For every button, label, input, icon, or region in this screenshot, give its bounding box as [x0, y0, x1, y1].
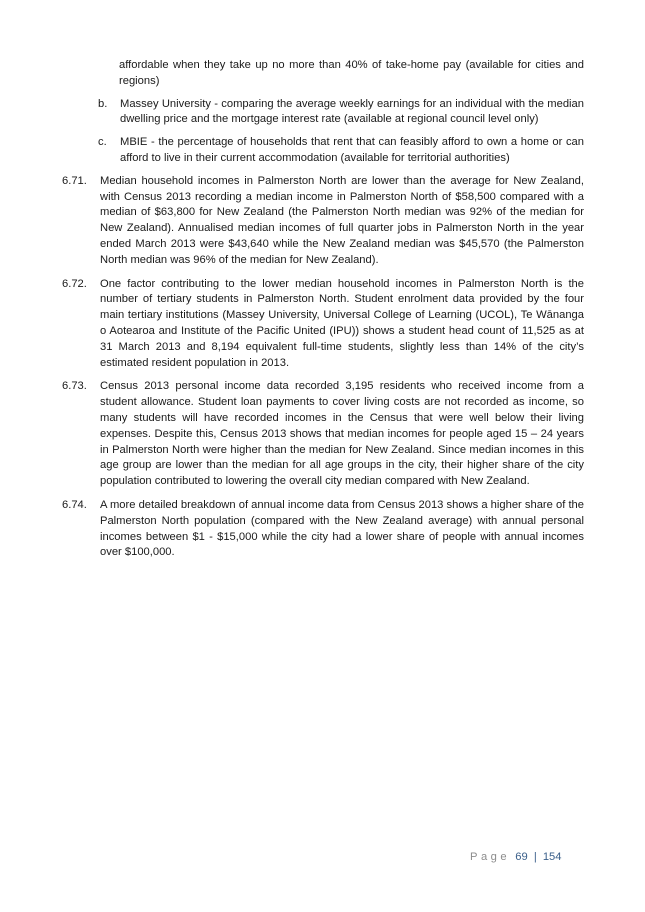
total-pages: 154 [542, 851, 562, 863]
paragraph-number: 6.71. [62, 174, 87, 187]
sub-item-b [62, 97, 584, 129]
paragraph-6-73 [62, 379, 584, 490]
paragraph-number: 6.73. [62, 380, 87, 393]
page-number: 69 [515, 851, 528, 863]
paragraph-6-71 [62, 174, 584, 269]
paragraph-number: 6.72. [62, 277, 87, 290]
paragraph-text: A more detailed breakdown of annual income data from Census 2013 shows a higher share of the Palmerston North population (compared with the New Zealand average) with annual personal incomes between $1 - $15,000 while the city had a lower share of people with annual incomes over $100,000. [100, 498, 584, 559]
page-label: Page [470, 851, 511, 863]
page-footer [470, 851, 562, 863]
sub-item-c [62, 135, 584, 167]
sub-item-text: MBIE - the percentage of households that rent that can feasibly afford to own a home or can afford to live in their current accommodation (available for territorial authorities) [120, 136, 584, 164]
paragraph-text: Census 2013 personal income data recorded 3,195 residents who received income from a student allowance. Student loan payments to cover living costs are not recorded as income, so many students will have recorded incomes in the Census that were well below their living expenses. Despite this, Census 2013 shows that median incomes for people aged 15 – 24 years in Palmerston North were higher than the median for New Zealand. Since median incomes in this age group are lower than the median for all age groups in the city, their higher share of the city population contributed to lowering the overall city median compared with New Zealand. [100, 380, 584, 488]
sub-item-text: Massey University - comparing the average weekly earnings for an individual with the median dwelling price and the mortgage interest rate (available at regional council level only) [120, 97, 584, 126]
document-body [62, 58, 584, 569]
sub-item-letter: c. [98, 136, 107, 149]
sub-item-letter: b. [98, 97, 108, 110]
page-separator: | [533, 851, 537, 863]
paragraph-text: Median household incomes in Palmerston North are lower than the average for New Zealand, with Census 2013 recording a median income in Palmerston North of $58,500 compared with a median of $63,800 for New Zealand (the Palmerston North median was 92% of the median for New Zealand). Annualised median incomes of full quarter jobs in Palmerston North in the year ended March 2013 were $43,640 while the New Zealand median was $45,570 (the Palmerston North median was 96% of the median for New Zealand). [100, 174, 584, 266]
paragraph-number: 6.74. [62, 498, 87, 511]
continuation-text: affordable when they take up no more than 40% of take-home pay (available for cities and regions) [119, 59, 584, 87]
paragraph-6-74 [62, 498, 584, 561]
paragraph-6-72 [62, 277, 584, 372]
paragraph-text: One factor contributing to the lower median household incomes in Palmerston North is the number of tertiary students in Palmerston North. Student enrolment data provided by the four main tertiary institutions (Massey University, Universal College of Learning (UCOL), Te Wānanga o Aotearoa and Institute of the Pacific United (IPU)) shows a student head count of 11,525 as at 31 March 2013 and 8,194 equivalent full-time students, slightly less than 14% of the city’s estimated resident population in 2013. [100, 277, 584, 369]
